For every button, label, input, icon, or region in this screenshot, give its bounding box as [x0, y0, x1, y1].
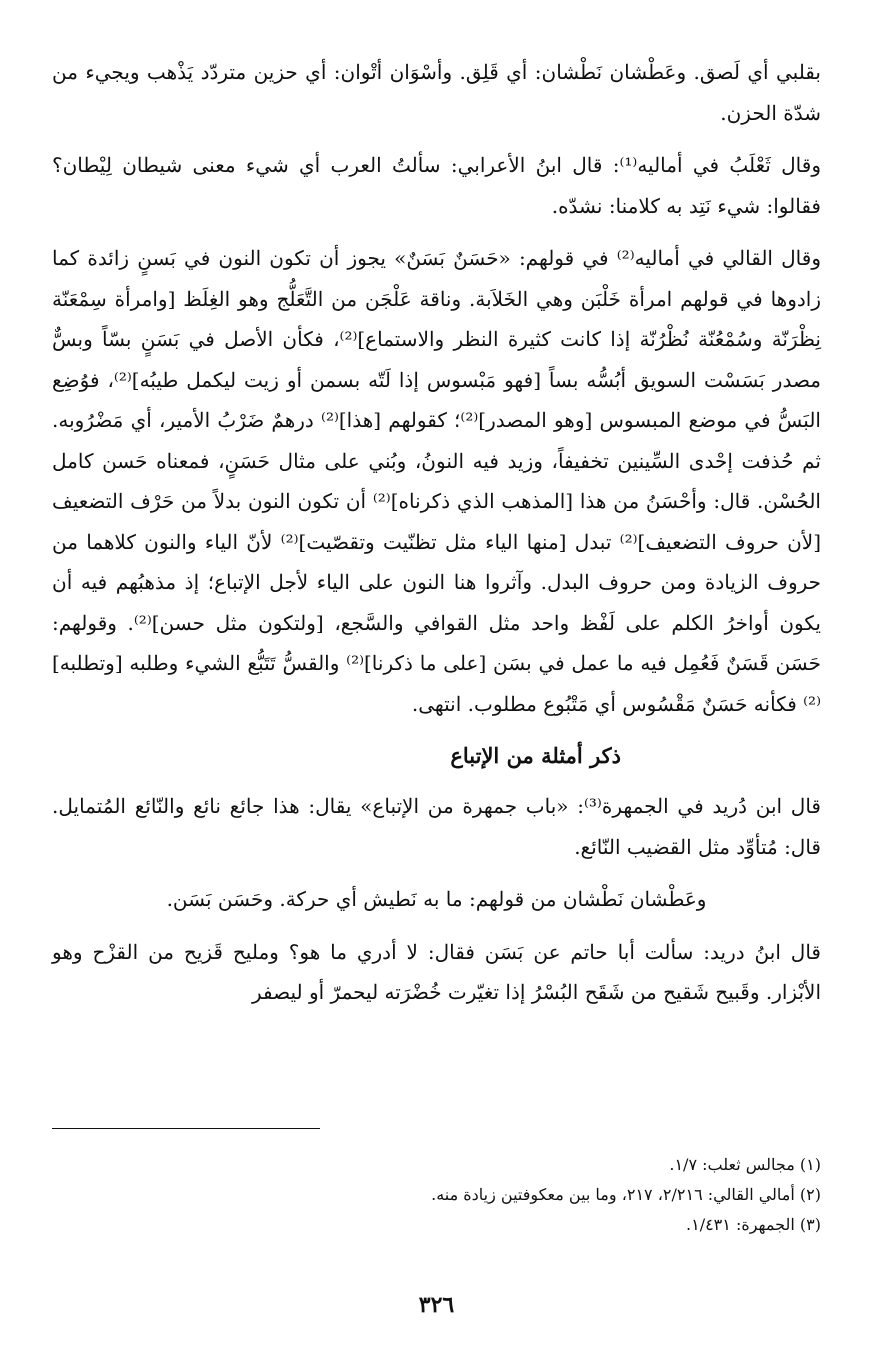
section-heading: ذكر أمثلة من الإتباع [450, 743, 621, 768]
page-number: ٣٢٦ [418, 1292, 455, 1318]
paragraph-4: قال ابن دُريد في الجمهرة⁽³⁾: «باب جمهرة من الإتباع» يقال: هذا جائع نائع والنّائع المُتمايل. قال: مُتأوِّد مثل القضيب النّائع. [52, 794, 821, 859]
paragraph-5: وعَطْشان نَطْشان من قولهم: ما به نَطيش أي حركة. وحَسَن بَسَن. [166, 887, 707, 911]
page-body [52, 52, 821, 1025]
paragraph-1: بقلبي أي لَصق. وعَطْشان نَطْشان: أي قَلِق. وأسْوَان أتْوان: أي حزين متردّد يَذْهب ويجيء من شدّة الحزن. [52, 60, 821, 125]
footnote-divider [52, 1128, 320, 1129]
paragraph-3: وقال القالي في أماليه⁽²⁾ في قولهم: «حَسَنٌ بَسَنٌ» يجوز أن تكون النون في بَسنٍ زائدة كما زادوها في قولهم امرأة خَلْبَن وهي الخَلاَبة. وناقة عَلْجَن من التَّعَلُّج وهو الغِلَظ [وامرأة سِمْعَنّة نِظْرَنّة وسُمْعُنّة نُظْرُنّة إذا كانت كثيرة النظر والاستماع]⁽²⁾، فكأن الأصل في بَسَنٍ بسّاً وبسٌّ مصدر بَسَسْت السويق أبُسُّه بساً [فهو مَبْسوس إذا لَتّه بسمن أو زيت ليكمل طيبُه]⁽²⁾، فوُضِع البَسُّ في موضع المبسوس [وهو المصدر]⁽²⁾؛ كقولهم [هذا]⁽²⁾ درهمٌ ضَرْبُ الأمير، أي مَضْرُوبه. ثم حُذفت إحْدى السِّينين تخفيفاً، وزيد فيه النونُ، وبُني على مثال حَسَنٍ، فمعناه حَسن كامل الحُسْن. قال: وأحْسَنُ من هذا [المذهب الذي ذكرناه]⁽²⁾ أن تكون النون بدلاً من حَرْف التضعيف [لأن حروف التضعيف]⁽²⁾ تبدل [منها الياء مثل تظنّيت وتقصّيت]⁽²⁾ لأنّ الياء والنون كلاهما من حروف الزيادة ومن حروف البدل. وآثروا هنا النون على الياء لأجل الإتباع؛ إذ مذهبُهم فيه أن يكون أواخرُ الكلم على لَفْظ واحد مثل القوافي والسَّجع، [ولتكون مثل حسن]⁽²⁾. وقولهم: حَسَن قَسَنٌ فَعُمِل فيه ما عمل في بسَن [على ما ذكرنا]⁽²⁾ والقسُّ تَتَبُّع الشيء وطلبه [وتطلبه]⁽²⁾ فكأنه حَسَنٌ مَقْسُوس أي مَتْبُوع مطلوب. انتهى. [52, 246, 822, 716]
footnotes [52, 1150, 821, 1240]
footnote-1: (١) مجالس ثعلب: ١/٧. [669, 1155, 821, 1174]
paragraph-6: قال ابنُ دريد: سألت أبا حاتم عن بَسَن فقال: لا أدري ما هو؟ ومليح قَزيح من القزْح وهو الأبْزار. وقَبيح شَقيح من شَقَح البُسْرُ إذا تغيّرت خُضْرَته ليحمرّ أو ليصفر [52, 939, 821, 1004]
footnote-2: (٢) أمالي القالي: ٢/٢١٦، ٢١٧، وما بين معكوفتين زيادة منه. [431, 1185, 821, 1204]
paragraph-2: وقال ثَعْلَبُ في أماليه⁽¹⁾: قال ابنُ الأعرابي: سألتُ العرب أي شيء معنى شيطان لِيْطان؟ فقالوا: شيء نَتِد به كلامنا: نشدّه. [52, 153, 821, 218]
footnote-3: (٣) الجمهرة: ١/٤٣١. [686, 1215, 821, 1234]
